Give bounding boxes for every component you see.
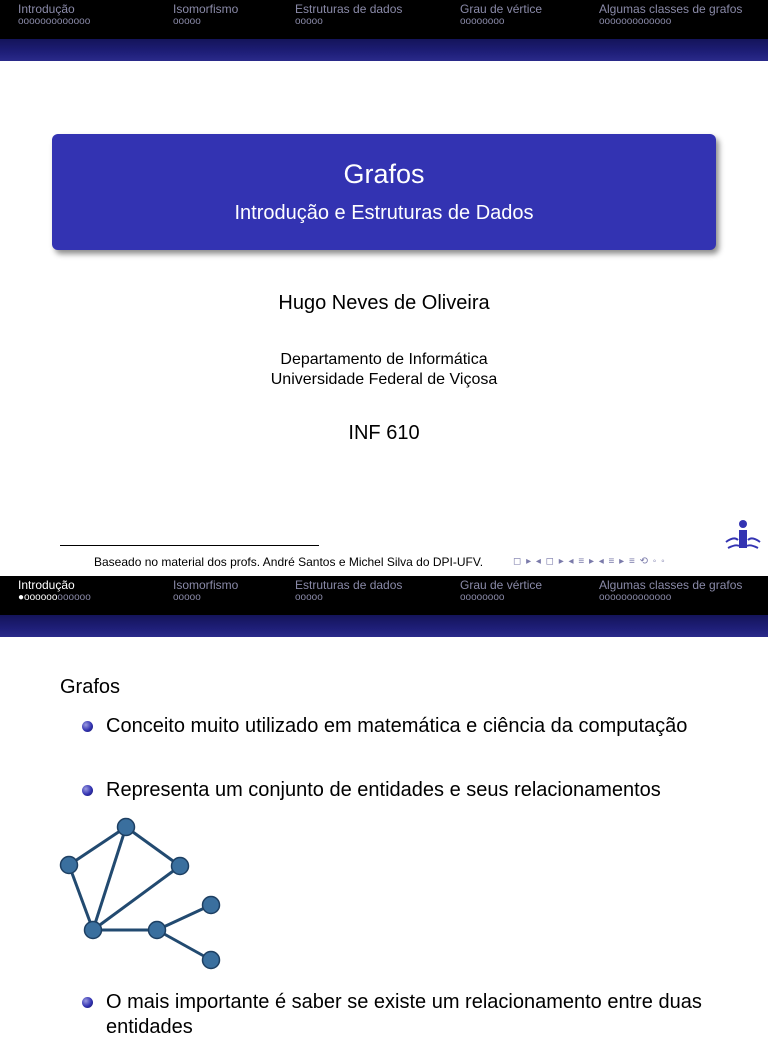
nav-section-classes[interactable]: Algumas classes de grafos: [599, 2, 743, 16]
bullet-item-3: O mais importante é saber se existe um relacionamento entre duas entidades: [106, 991, 702, 1038]
institute-line-2: Universidade Federal de Viçosa: [270, 371, 498, 388]
presentation-subtitle: Introdução e Estruturas de Dados: [234, 202, 534, 224]
graph-node: [203, 952, 220, 969]
university-logo-icon: [724, 518, 762, 554]
footnote-rule: [60, 545, 319, 546]
title-block: [52, 134, 716, 250]
bullet-item-1: Conceito muito utilizado em matemática e ciência da computação: [106, 715, 688, 737]
section-navbar: [0, 0, 768, 39]
nav-dots-remaining[interactable]: oooooo: [57, 592, 91, 603]
nav-section-estruturas[interactable]: Estruturas de dados: [295, 2, 403, 16]
nav-dots-introducao[interactable]: [18, 592, 91, 603]
bullet-ball-icon: [82, 997, 93, 1008]
graph-edge: [157, 930, 211, 960]
graph-edge: [93, 827, 126, 930]
bullet-ball-icon: [82, 785, 93, 796]
nav-section-introducao[interactable]: Introdução: [18, 578, 75, 592]
nav-section-grau[interactable]: Grau de vértice: [460, 578, 543, 592]
footnote: Baseado no material dos profs. André Santos e Michel Silva do DPI-UFV.: [94, 555, 484, 569]
nav-dots-introducao[interactable]: ooooooooooooo: [18, 16, 91, 27]
graph-node: [61, 857, 78, 874]
nav-dots-grau[interactable]: oooooooo: [460, 16, 505, 27]
nav-section-isomorfismo[interactable]: Isomorfismo: [173, 2, 239, 16]
institute: [0, 350, 768, 390]
graph-node: [172, 858, 189, 875]
nav-dots-classes[interactable]: ooooooooooooo: [599, 592, 672, 603]
institute-line-1: Departamento de Informática: [280, 351, 488, 368]
graph-node: [118, 819, 135, 836]
navbar-bottom-band: [0, 39, 768, 61]
section-navbar: [0, 576, 768, 615]
course-code: INF 610: [348, 422, 420, 444]
content-slide: [0, 576, 768, 1038]
nav-section-estruturas[interactable]: Estruturas de dados: [295, 578, 403, 592]
nav-dots-estruturas[interactable]: ooooo: [295, 16, 323, 27]
author-name: Hugo Neves de Oliveira: [278, 292, 490, 314]
graph-node: [149, 922, 166, 939]
graph-figure: [50, 811, 230, 971]
nav-dots-estruturas[interactable]: ooooo: [295, 592, 323, 603]
frame-title: Grafos: [60, 676, 121, 698]
graph-edge: [93, 866, 180, 930]
bullet-ball-icon: [82, 721, 93, 732]
nav-dots-classes[interactable]: ooooooooooooo: [599, 16, 672, 27]
nav-dots-current[interactable]: ●oooooo: [18, 592, 58, 603]
bullet-item-2: Representa um conjunto de entidades e seus relacionamentos: [106, 779, 661, 801]
graph-nodes: [61, 819, 220, 969]
navbar-bottom-band: [0, 615, 768, 637]
graph-node: [203, 897, 220, 914]
beamer-navigation-symbols[interactable]: ◻ ▸ ◂ ◻ ▸ ◂ ≡ ▸ ◂ ≡ ▸ ≡ ⟲ ◦ ◦: [513, 556, 666, 567]
nav-dots-isomorfismo[interactable]: ooooo: [173, 592, 201, 603]
nav-section-isomorfismo[interactable]: Isomorfismo: [173, 578, 239, 592]
graph-edge: [126, 827, 180, 866]
graph-edge: [69, 827, 126, 865]
presentation-title: Grafos: [343, 159, 425, 189]
nav-dots-isomorfismo[interactable]: ooooo: [173, 16, 201, 27]
graph-node: [85, 922, 102, 939]
graph-edges: [69, 827, 211, 960]
nav-dots-grau[interactable]: oooooooo: [460, 592, 505, 603]
graph-edge: [69, 865, 93, 930]
nav-section-classes[interactable]: Algumas classes de grafos: [599, 578, 743, 592]
nav-section-introducao[interactable]: Introdução: [18, 2, 75, 16]
nav-section-grau[interactable]: Grau de vértice: [460, 2, 543, 16]
